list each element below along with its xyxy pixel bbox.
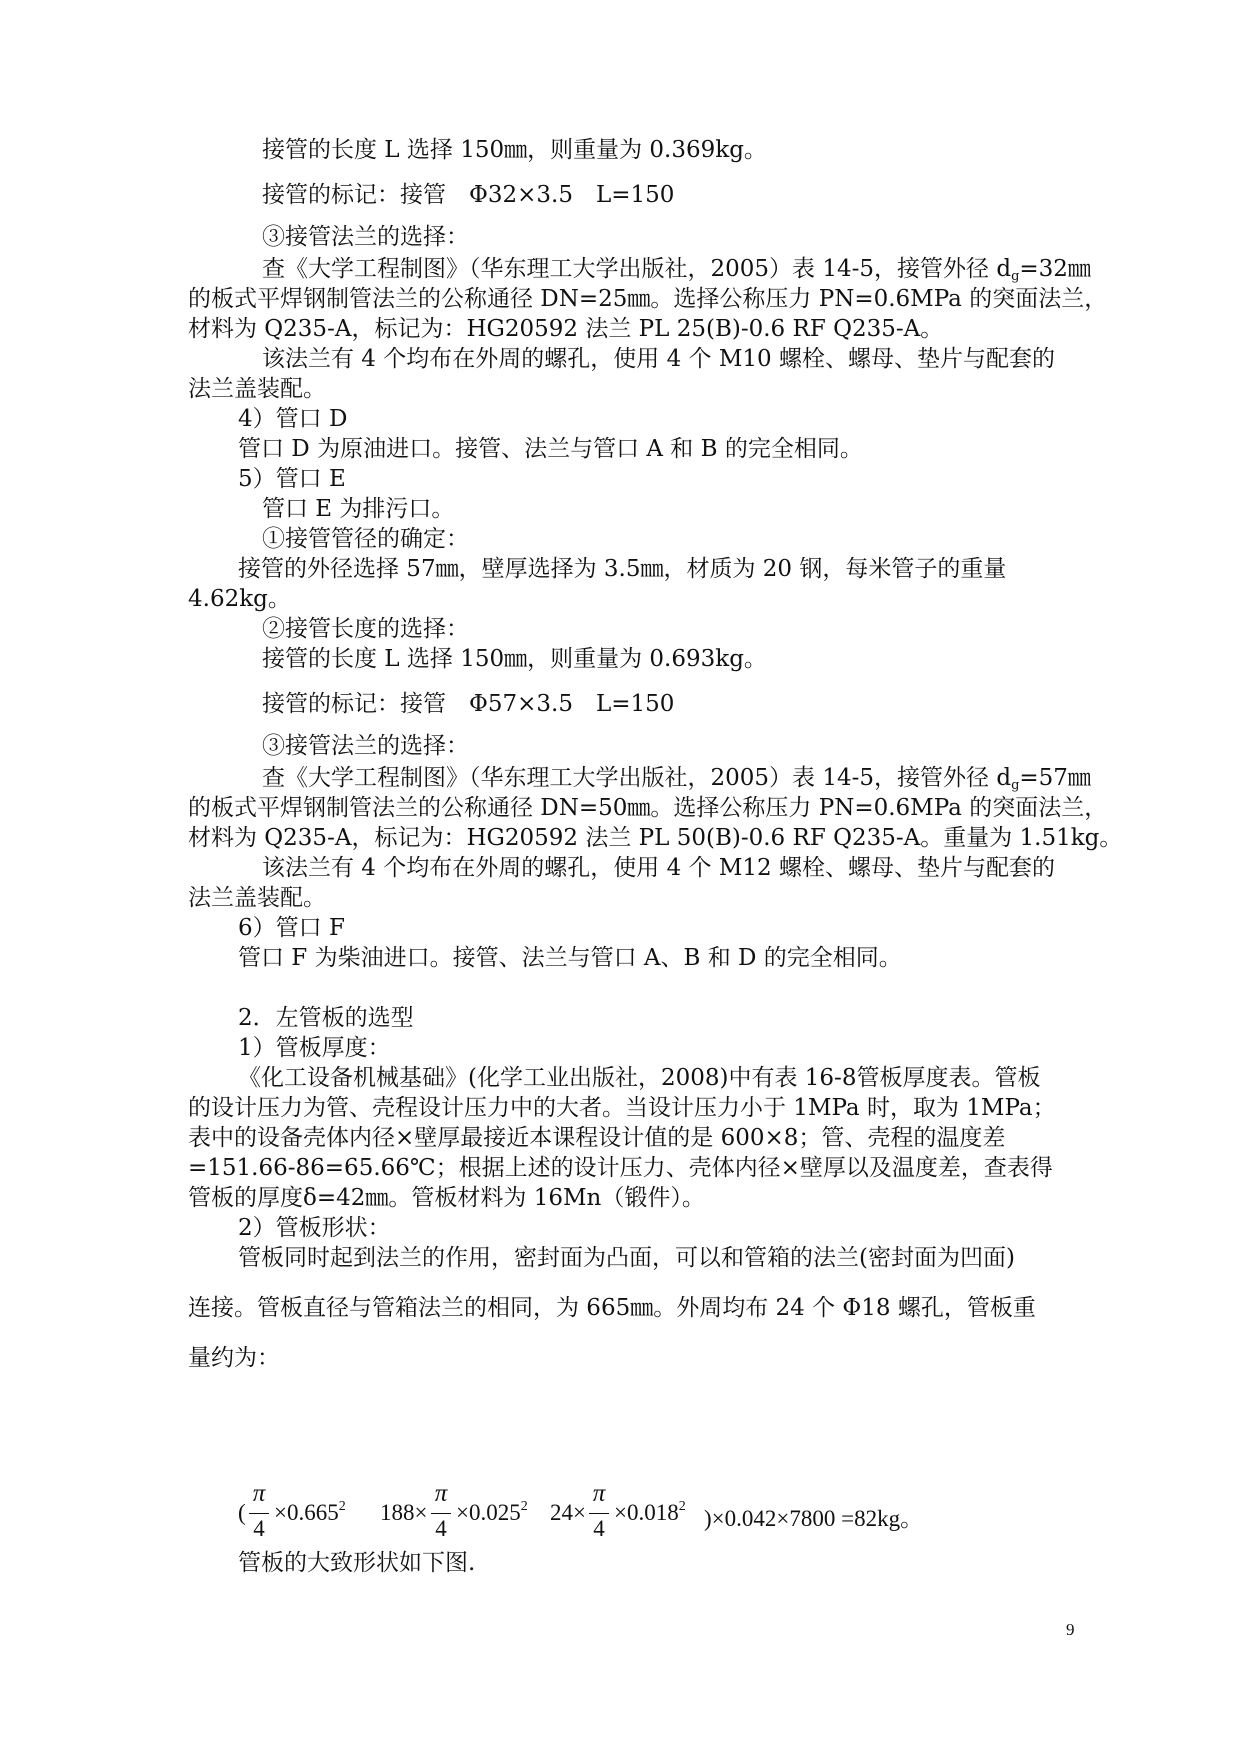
text-line: 接管的长度 L 选择 150㎜，则重量为 0.369kg。 xyxy=(262,137,767,163)
text-line: 接管的长度 L 选择 150㎜，则重量为 0.693kg。 xyxy=(262,646,767,672)
formula-open-paren: ( xyxy=(238,1500,246,1525)
text-line: 连接。管板直径与管箱法兰的相同，为 665㎜。外周均布 24 个 Φ18 螺孔，管板重 xyxy=(188,1295,1036,1321)
section-heading: 2．左管板的选型 xyxy=(238,1005,414,1031)
subscript: g xyxy=(1011,269,1020,284)
text-line: ③接管法兰的选择： xyxy=(262,224,469,250)
text-line: 4.62kg。 xyxy=(188,586,291,612)
text-run: =57㎜ xyxy=(1019,765,1091,791)
text-run: 查《大学工程制图》（华东理工大学出版社，2005）表 14-5，接管外径 d xyxy=(262,256,1012,282)
page-number: 9 xyxy=(1066,1620,1075,1639)
fraction-denominator: 4 xyxy=(253,1516,265,1541)
text-line: 表中的设备壳体内径×壁厚最接近本课程设计值的是 600×8；管、壳程的温度差 xyxy=(188,1125,1006,1151)
formula-term-text: ×0.665 xyxy=(274,1500,339,1525)
superscript: 2 xyxy=(520,1499,528,1514)
text-line: 接管的标记：接管 Φ57×3.5 L=150 xyxy=(262,691,675,717)
heading: 4）管口 D xyxy=(238,406,348,432)
formula-term xyxy=(274,1500,346,1526)
formula-term: 188× xyxy=(380,1500,428,1525)
text-line: 材料为 Q235-A，标记为：HG20592 法兰 PL 50(B)-0.6 RF Q235-A。重量为 1.51kg。 xyxy=(188,825,1123,851)
heading: 6）管口 F xyxy=(238,915,345,941)
formula-term xyxy=(614,1500,686,1526)
text-line: 管口 D 为原油进口。接管、法兰与管口 A 和 B 的完全相同。 xyxy=(238,436,863,462)
text-line: 法兰盖装配。 xyxy=(188,885,326,911)
text-line: 该法兰有 4 个均布在外周的螺孔，使用 4 个 M10 螺栓、螺母、垫片与配套的 xyxy=(262,346,1055,372)
formula-term-text: ×0.018 xyxy=(614,1500,679,1525)
text-line: ①接管管径的确定： xyxy=(262,526,469,552)
text-line: 的板式平焊钢制管法兰的公称通径 DN=50㎜。选择公称压力 PN=0.6MPa 的突面法兰， xyxy=(188,795,1108,821)
text-line: 量约为： xyxy=(188,1345,280,1371)
text-line: 材料为 Q235-A，标记为：HG20592 法兰 PL 25(B)-0.6 RF Q235-A。 xyxy=(188,316,944,342)
text-run: 查《大学工程制图》（华东理工大学出版社，2005）表 14-5，接管外径 d xyxy=(262,765,1012,791)
heading: 1）管板厚度： xyxy=(238,1035,391,1061)
fraction-bar xyxy=(431,1513,451,1514)
formula-term: 24× xyxy=(550,1500,586,1525)
weight-formula xyxy=(238,1480,1138,1550)
heading: 2）管板形状： xyxy=(238,1215,391,1241)
formula-term: )×0.042×7800 =82kg。 xyxy=(704,1506,924,1531)
fraction-bar xyxy=(249,1513,269,1514)
text-line: ②接管长度的选择： xyxy=(262,616,469,642)
subscript: g xyxy=(1011,778,1020,793)
text-line: 该法兰有 4 个均布在外周的螺孔，使用 4 个 M12 螺栓、螺母、垫片与配套的 xyxy=(262,855,1055,881)
text-line: 管板同时起到法兰的作用，密封面为凸面，可以和管箱的法兰(密封面为凹面) xyxy=(238,1245,1015,1271)
text-line: 《化工设备机械基础》(化学工业出版社，2008)中有表 16-8管板厚度表。管板 xyxy=(238,1065,1041,1091)
text-line: 管口 E 为排污口。 xyxy=(262,496,455,522)
fraction-denominator: 4 xyxy=(435,1516,447,1541)
superscript: 2 xyxy=(678,1499,686,1514)
fraction-numerator: π xyxy=(434,1480,448,1507)
text-line: 管板的厚度δ=42㎜。管板材料为 16Mn（锻件）。 xyxy=(188,1185,705,1211)
text-line: 接管的标记：接管 Φ32×3.5 L=150 xyxy=(262,182,675,208)
formula-term-text: ×0.025 xyxy=(456,1500,521,1525)
heading: 5）管口 E xyxy=(238,466,346,492)
fraction-denominator: 4 xyxy=(593,1516,605,1541)
superscript: 2 xyxy=(338,1499,346,1514)
text-line: 管口 F 为柴油进口。接管、法兰与管口 A、B 和 D 的完全相同。 xyxy=(238,945,902,971)
text-line: ③接管法兰的选择： xyxy=(262,733,469,759)
text-line: 的设计压力为管、壳程设计压力中的大者。当设计压力小于 1MPa 时，取为 1MPa； xyxy=(188,1095,1056,1121)
text-line: 管板的大致形状如下图. xyxy=(238,1550,476,1576)
formula-term xyxy=(456,1500,528,1526)
text-run: =32㎜ xyxy=(1019,256,1091,282)
fraction-numerator: π xyxy=(592,1480,606,1507)
text-line: =151.66-86=65.66℃；根据上述的设计压力、壳体内径×壁厚以及温度差，查表得 xyxy=(188,1155,1053,1181)
fraction-bar xyxy=(589,1513,609,1514)
fraction-numerator: π xyxy=(252,1480,266,1507)
text-line: 的板式平焊钢制管法兰的公称通径 DN=25㎜。选择公称压力 PN=0.6MPa 的突面法兰， xyxy=(188,286,1108,312)
text-line: 法兰盖装配。 xyxy=(188,376,326,402)
text-line: 接管的外径选择 57㎜，壁厚选择为 3.5㎜，材质为 20 钢，每米管子的重量 xyxy=(238,556,1007,582)
